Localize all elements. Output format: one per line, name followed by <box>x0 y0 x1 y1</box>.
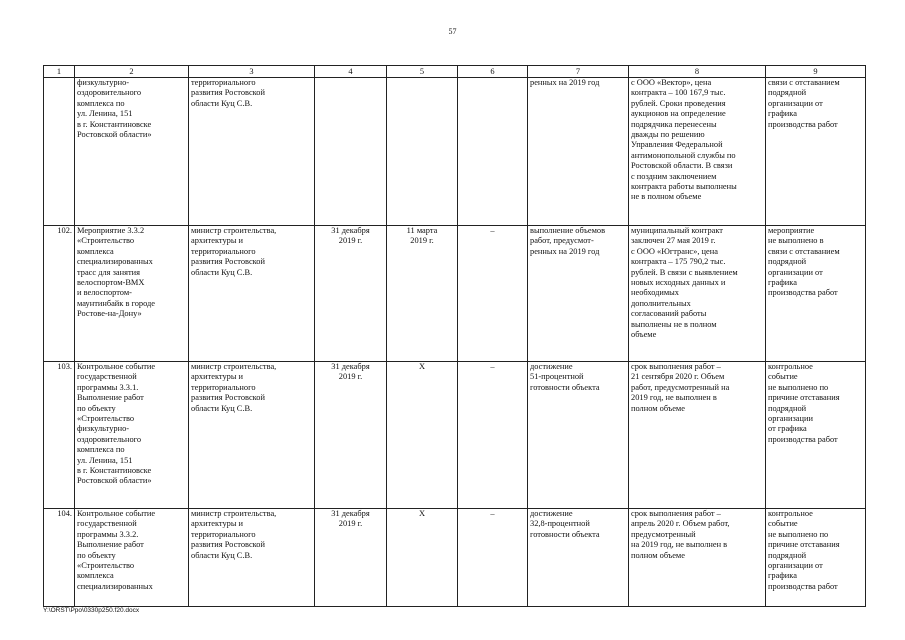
details-cell: с ООО «Вектор», цена контракта – 100 167,9 тыс. рублей. Сроки проведения аукционов на определение подрядчика перенесены дважды по решению Управления Федеральной антимонопольной службы по Ростовской области. В связи с поздним заключением контракта работы выполнены не в полном объеме <box>629 78 766 226</box>
note-cell: контрольное событие не выполнено по причине отставания подрядной организации от графика производства работ <box>766 362 866 509</box>
row-number: 103. <box>44 362 75 509</box>
result-cell: ренных на 2019 год <box>528 78 629 226</box>
responsible-cell: территориального развития Ростовской области Куц С.В. <box>189 78 315 226</box>
details-cell: муниципальный контракт заключен 27 мая 2019 г. с ООО «Югтранс», цена контракта – 175 790,2 тыс. рублей. В связи с выявлением новых исходных данных и необходимых дополнительных согласований работы выполнены не в полном объеме <box>629 226 766 362</box>
table-row <box>44 226 866 362</box>
col-header-6: 6 <box>458 66 528 78</box>
page-number: 57 <box>448 27 457 36</box>
plan-date-cell: 31 декабря 2019 г. <box>315 226 387 362</box>
table-row <box>44 509 866 607</box>
activity-cell: физкультурно- оздоровительного комплекса по ул. Ленина, 151 в г. Константиновске Ростовской области» <box>75 78 189 226</box>
result-cell: выполнение объемов работ, предусмот- ренных на 2019 год <box>528 226 629 362</box>
col-header-4: 4 <box>315 66 387 78</box>
col-header-9: 9 <box>766 66 866 78</box>
responsible-cell: министр строительства, архитектуры и территориального развития Ростовской области Куц С.В. <box>189 362 315 509</box>
details-cell: срок выполнения работ – 21 сентября 2020 г. Объем работ, предусмотренный на 2019 год, не выполнен в полном объеме <box>629 362 766 509</box>
fact-date-cell: 11 марта 2019 г. <box>387 226 458 362</box>
column-number-row <box>44 66 866 78</box>
fact-date-cell: X <box>387 509 458 607</box>
row-number: 102. <box>44 226 75 362</box>
fact-date-cell <box>387 78 458 226</box>
col-header-8: 8 <box>629 66 766 78</box>
note-cell: мероприятие не выполнено в связи с отставанием подрядной организации от графика производства работ <box>766 226 866 362</box>
col6-cell: – <box>458 509 528 607</box>
note-cell: связи с отставанием подрядной организации от графика производства работ <box>766 78 866 226</box>
col-header-2: 2 <box>75 66 189 78</box>
plan-date-cell: 31 декабря 2019 г. <box>315 509 387 607</box>
col6-cell: – <box>458 362 528 509</box>
table-row <box>44 78 866 226</box>
note-cell: контрольное событие не выполнено по причине отставания подрядной организации от графика производства работ <box>766 509 866 607</box>
result-cell: достижение 51-процентной готовности объекта <box>528 362 629 509</box>
col-header-7: 7 <box>528 66 629 78</box>
col6-cell <box>458 78 528 226</box>
plan-date-cell: 31 декабря 2019 г. <box>315 362 387 509</box>
report-table <box>43 65 866 607</box>
row-number <box>44 78 75 226</box>
row-number: 104. <box>44 509 75 607</box>
responsible-cell: министр строительства, архитектуры и территориального развития Ростовской области Куц С.В. <box>189 509 315 607</box>
responsible-cell: министр строительства, архитектуры и территориального развития Ростовской области Куц С.В. <box>189 226 315 362</box>
file-path-footer: Y:\ORST\Ppo\0330p250.f20.docx <box>43 607 140 614</box>
fact-date-cell: X <box>387 362 458 509</box>
result-cell: достижение 32,8-процентной готовности объекта <box>528 509 629 607</box>
col6-cell: – <box>458 226 528 362</box>
col-header-1: 1 <box>44 66 75 78</box>
details-cell: срок выполнения работ – апрель 2020 г. Объем работ, предусмотренный на 2019 год, не выполнен в полном объеме <box>629 509 766 607</box>
table-row <box>44 362 866 509</box>
activity-cell: Контрольное событие государственной программы 3.3.1. Выполнение работ по объекту «Строительство физкультурно- оздоровительного комплекса по ул. Ленина, 151 в г. Константиновске Ростовской области» <box>75 362 189 509</box>
activity-cell: Мероприятие 3.3.2 «Строительство комплекса специализированных трасс для занятия велоспортом-ВМХ и велоспортом- маунтинбайк в городе Ростове-на-Дону» <box>75 226 189 362</box>
plan-date-cell <box>315 78 387 226</box>
activity-cell: Контрольное событие государственной программы 3.3.2. Выполнение работ по объекту «Строительство комплекса специализированных <box>75 509 189 607</box>
col-header-5: 5 <box>387 66 458 78</box>
col-header-3: 3 <box>189 66 315 78</box>
